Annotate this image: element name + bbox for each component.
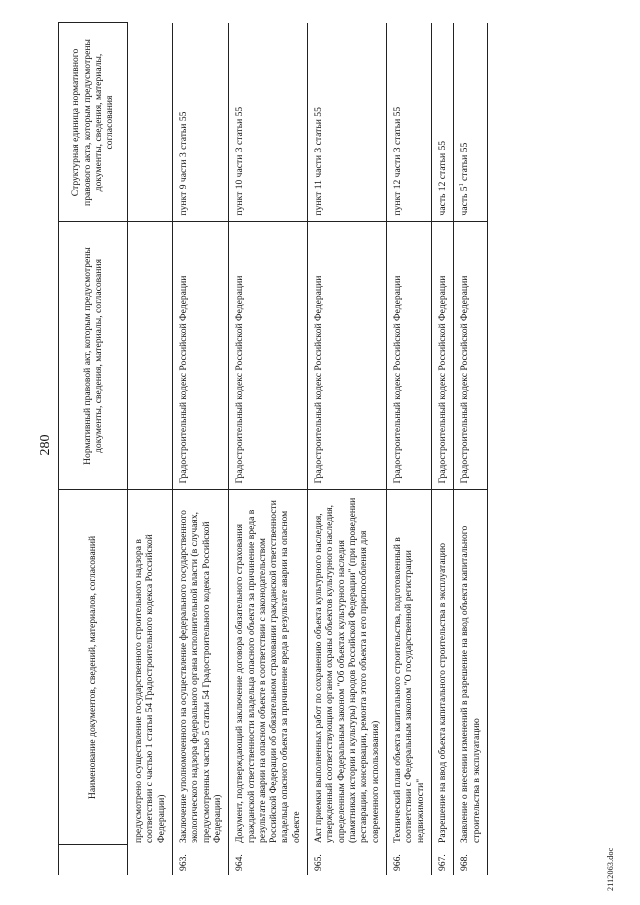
- table-row: [172, 23, 228, 875]
- unit-suffix: статьи 55: [459, 142, 471, 184]
- unit-prefix: часть 5: [459, 186, 471, 216]
- row-structural-unit: [454, 23, 488, 222]
- row-number: 964.: [229, 845, 308, 875]
- row-number: [128, 845, 173, 875]
- row-document-name: предусмотрено осуществление государственного строительного надзора в соответствии с частью 1 статьи 54 Градостроительного кодекса Российской Федерации): [128, 490, 173, 845]
- row-number: 963.: [172, 845, 228, 875]
- documents-table: [58, 23, 488, 876]
- header-structural-unit: Структурная единица нормативного правового акта, которым предусмотрены документы, сведения, материалы, согласования: [59, 23, 128, 222]
- table-row: [308, 23, 387, 875]
- row-number: 967.: [431, 845, 453, 875]
- row-structural-unit: пункт 11 части 3 статьи 55: [308, 23, 387, 222]
- header-number: [59, 845, 128, 875]
- row-document-name: Заявление о внесении изменений в разрешение на ввод объекта капитального строительства в эксплуатацию: [454, 490, 488, 845]
- row-legal-act: Градостроительный кодекс Российской Федерации: [431, 222, 453, 490]
- row-legal-act: Градостроительный кодекс Российской Федерации: [172, 222, 228, 490]
- table-row: [386, 23, 431, 875]
- table-row: [229, 23, 308, 875]
- table-header-row: [59, 23, 128, 875]
- table-row: [454, 23, 488, 875]
- row-legal-act: Градостроительный кодекс Российской Федерации: [386, 222, 431, 490]
- document-id: 2112063.doc: [606, 847, 615, 891]
- row-number: 966.: [386, 845, 431, 875]
- row-structural-unit: [128, 23, 173, 222]
- header-document-name: Наименование документов, сведений, материалов, согласований: [59, 490, 128, 845]
- header-legal-act: Нормативный правовой акт, которым предусмотрены документы, сведения, материалы, согласования: [59, 222, 128, 490]
- row-legal-act: Градостроительный кодекс Российской Федерации: [308, 222, 387, 490]
- row-legal-act: [128, 222, 173, 490]
- row-document-name: Документ, подтверждающий заключение договора обязательного страхования гражданской ответственности владельца опасного объекта за причинение вреда в результате аварии на опасном объекте в соответствии с законодательством Российской Федерации об обязательном страховании гражданской ответственности владельца опасного объекта за причинение вреда в результате аварии на опасном объекте: [229, 490, 308, 845]
- row-number: 968.: [454, 845, 488, 875]
- row-document-name: Разрешение на ввод объекта капитального строительства в эксплуатацию: [431, 490, 453, 845]
- row-legal-act: Градостроительный кодекс Российской Федерации: [454, 222, 488, 490]
- row-document-name: Заключение уполномоченного на осуществление федерального государственного экологического надзора федерального органа исполнительной власти (в случаях, предусмотренных частью 5 статьи 54 Градостроительного кодекса Российской Федерации): [172, 490, 228, 845]
- row-structural-unit: пункт 10 части 3 статьи 55: [229, 23, 308, 222]
- page-number: 280: [38, 434, 53, 456]
- row-structural-unit: часть 12 статьи 55: [431, 23, 453, 222]
- table-row-continuation: [128, 23, 173, 875]
- table-row: [431, 23, 453, 875]
- row-number: 965.: [308, 845, 387, 875]
- row-document-name: Акт приемки выполненных работ по сохранению объекта культурного наследия, утвержденный соответствующим органом охраны объектов культурного наследия, определенным Федеральным законом "Об объектах культурного наследия (памятниках истории и культуры) народов Российской Федерации" (при проведении реставрации, консервации, ремонта этого объекта и его приспособления для современного использования): [308, 490, 387, 845]
- row-structural-unit: пункт 9 части 3 статьи 55: [172, 23, 228, 222]
- row-structural-unit: пункт 12 части 3 статьи 55: [386, 23, 431, 222]
- unit-superscript: 1: [459, 183, 465, 187]
- row-legal-act: Градостроительный кодекс Российской Федерации: [229, 222, 308, 490]
- row-document-name: Технический план объекта капитального строительства, подготовленный в соответствии с Федеральным законом "О государственной регистрации недвижимости": [386, 490, 431, 845]
